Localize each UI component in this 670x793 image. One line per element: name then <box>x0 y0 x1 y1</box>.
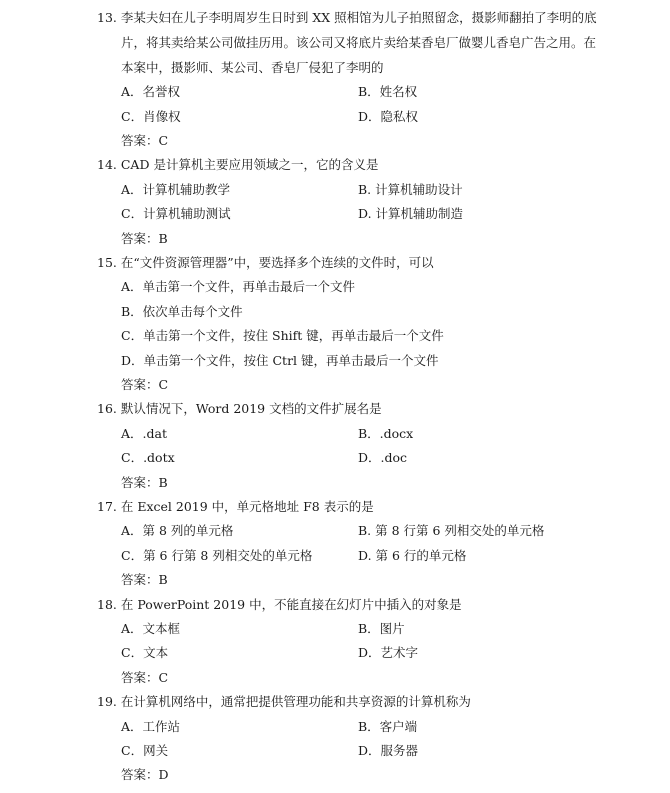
question-18-option-b: B．图片 <box>358 621 405 636</box>
question-19-option-a: A．工作站 <box>121 719 181 734</box>
question-19-option-d: D．服务器 <box>358 743 419 758</box>
question-16-option-d: D．.doc <box>358 450 408 465</box>
question-15-option-a: A．单击第一个文件，再单击最后一个文件 <box>121 279 356 294</box>
question-16-answer: 答案：B <box>121 475 168 490</box>
question-19-answer: 答案：D <box>121 767 169 782</box>
question-13-option-a: A．名誉权 <box>121 84 181 99</box>
question-18-option-a: A．文本框 <box>121 621 181 636</box>
question-17-stem: 17. 在 Excel 2019 中，单元格地址 F8 表示的是 <box>97 499 374 514</box>
question-14-answer: 答案：B <box>121 231 168 246</box>
question-13-option-c: C．肖像权 <box>121 109 181 124</box>
question-14-stem: 14. CAD 是计算机主要应用领域之一，它的含义是 <box>97 157 379 172</box>
question-15-option-d: D．单击第一个文件，按住 Ctrl 键，再单击最后一个文件 <box>121 353 439 368</box>
question-13-answer: 答案：C <box>121 133 169 148</box>
question-13-stem-line-2: 片，将其卖给某公司做挂历用。该公司又将底片卖给某香皂厂做婴儿香皂广告之用。在 <box>121 35 597 50</box>
question-13-option-b: B．姓名权 <box>358 84 418 99</box>
question-18-option-d: D．艺术字 <box>358 645 419 660</box>
question-13-option-d: D．隐私权 <box>358 109 419 124</box>
question-14-option-c: C．计算机辅助测试 <box>121 206 231 221</box>
question-13-stem-line-3: 本案中，摄影师、某公司、香皂厂侵犯了李明的 <box>121 60 384 75</box>
question-16-option-b: B．.docx <box>358 426 414 441</box>
question-15-stem: 15. 在“文件资源管理器”中，要选择多个连续的文件时，可以 <box>97 255 434 270</box>
question-19-option-b: B．客户端 <box>358 719 418 734</box>
question-15-option-c: C．单击第一个文件，按住 Shift 键，再单击最后一个文件 <box>121 328 444 343</box>
question-17-answer: 答案：B <box>121 572 168 587</box>
question-17-option-d: D. 第 6 行的单元格 <box>358 548 467 563</box>
question-15-option-b: B．依次单击每个文件 <box>121 304 243 319</box>
question-14-option-b: B. 计算机辅助设计 <box>358 182 463 197</box>
question-19-option-c: C．网关 <box>121 743 169 758</box>
question-18-option-c: C．文本 <box>121 645 169 660</box>
question-16-stem: 16. 默认情况下，Word 2019 文档的文件扩展名是 <box>97 401 382 416</box>
question-18-stem: 18. 在 PowerPoint 2019 中，不能直接在幻灯片中插入的对象是 <box>97 597 462 612</box>
question-18-answer: 答案：C <box>121 670 169 685</box>
question-17-option-a: A．第 8 列的单元格 <box>121 523 234 538</box>
question-17-option-b: B. 第 8 行第 6 列相交处的单元格 <box>358 523 545 538</box>
question-16-option-c: C．.dotx <box>121 450 175 465</box>
question-17-option-c: C．第 6 行第 8 列相交处的单元格 <box>121 548 313 563</box>
question-13-stem-line-1: 13. 李某夫妇在儿子李明周岁生日时到 XX 照相馆为儿子拍照留念，摄影师翻拍了李明的底 <box>97 10 597 25</box>
question-16-option-a: A．.dat <box>121 426 167 441</box>
question-14-option-a: A．计算机辅助教学 <box>121 182 231 197</box>
question-15-answer: 答案：C <box>121 377 169 392</box>
question-19-stem: 19. 在计算机网络中，通常把提供管理功能和共享资源的计算机称为 <box>97 694 471 709</box>
question-14-option-d: D. 计算机辅助制造 <box>358 206 464 221</box>
